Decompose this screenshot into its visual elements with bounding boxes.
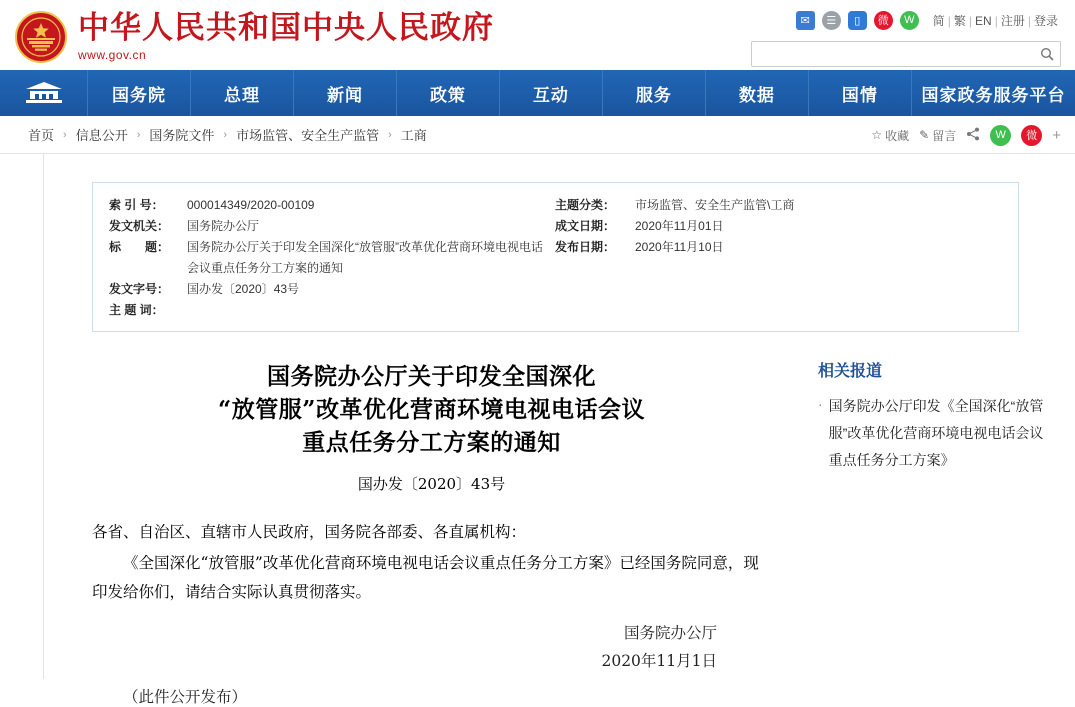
- meta-row-issuing-agency: [109, 216, 549, 237]
- search-icon[interactable]: [1034, 42, 1060, 66]
- search-input[interactable]: [752, 42, 1034, 66]
- doc-body: [92, 518, 771, 607]
- meta-value-index-number: 000014349/2020-00109: [187, 198, 315, 212]
- header-utilities: [751, 8, 1061, 67]
- meta-label-completion-date: 成文日期：: [555, 219, 616, 233]
- lang-traditional-link[interactable]: 繁: [953, 13, 966, 28]
- document-meta-left: [109, 195, 549, 321]
- nav-item-guoqing[interactable]: 国情: [809, 70, 912, 116]
- meta-label-publish-date: 发布日期：: [555, 240, 616, 254]
- meta-value-issuing-agency: 国务院办公厅: [187, 219, 260, 233]
- register-link[interactable]: 注册: [1000, 13, 1025, 28]
- nav-item-shuju[interactable]: 数据: [706, 70, 809, 116]
- breadcrumb-separator-icon: ›: [63, 128, 67, 141]
- page-tools: [871, 116, 1061, 154]
- more-share-icon[interactable]: +: [1052, 126, 1061, 144]
- meta-value-publish-date: 2020年11月10日: [635, 240, 724, 254]
- nav-item-government-service-platform[interactable]: 国家政务服务平台: [921, 85, 1066, 106]
- lang-simplified-link[interactable]: 简: [932, 13, 945, 28]
- breadcrumb-item-market-regulation[interactable]: 市场监管、安全生产监管: [236, 128, 380, 143]
- doc-title-line-2: “放管服”改革优化营商环境电视电话会议: [218, 396, 645, 423]
- meta-label-subject-category: 主题分类：: [555, 198, 616, 212]
- list-item[interactable]: [818, 393, 1057, 474]
- article: [44, 346, 795, 707]
- meta-row-index-number: [109, 195, 549, 216]
- related-reports-panel: [795, 346, 1075, 707]
- document-meta-box: [92, 182, 1019, 332]
- search-box[interactable]: [751, 41, 1061, 67]
- breadcrumb-item-info-disclosure[interactable]: 信息公开: [75, 128, 128, 143]
- wechat-icon[interactable]: W: [900, 11, 919, 30]
- chat-icon[interactable]: ☰: [822, 11, 841, 30]
- meta-label-doc-number: 发文字号：: [109, 282, 170, 296]
- site-title: 中华人民共和国中央人民政府: [78, 10, 494, 46]
- national-emblem-icon: [14, 10, 68, 64]
- site-header: [0, 0, 1075, 70]
- meta-value-completion-date: 2020年11月01日: [635, 219, 724, 233]
- related-reports-title: 相关报道: [818, 361, 883, 380]
- doc-sign-date: 2020年11月1日: [601, 652, 717, 670]
- star-icon: ☆: [871, 128, 883, 142]
- nav-item-hudong[interactable]: 互动: [500, 70, 603, 116]
- page-title: [92, 360, 771, 459]
- share-button[interactable]: [966, 127, 980, 144]
- message-label: 留言: [932, 128, 957, 143]
- breadcrumb-item-state-council-documents[interactable]: 国务院文件: [149, 128, 215, 143]
- left-rail: [0, 154, 44, 679]
- pencil-icon: ✎: [919, 128, 930, 142]
- site-url: www.gov.cn: [78, 48, 147, 62]
- meta-value-doc-number: 国办发〔2020〕43号: [187, 282, 300, 296]
- bullet-icon: ·: [818, 396, 823, 412]
- login-link[interactable]: 登录: [1033, 13, 1058, 28]
- wechat-share-icon[interactable]: W: [990, 125, 1011, 146]
- meta-label-issuing-agency: 发文机关：: [109, 219, 170, 233]
- meta-row-completion-date: [555, 216, 1002, 237]
- breadcrumb: [28, 125, 427, 144]
- header-link-group: 简 | 繁 | EN | 注册 | 登录: [930, 12, 1061, 29]
- nav-item-fuwu[interactable]: 服务: [603, 70, 706, 116]
- weibo-share-icon[interactable]: 微: [1021, 125, 1042, 146]
- breadcrumb-bar: [0, 116, 1075, 154]
- doc-paragraph-1: 《全国深化“放管服”改革优化营商环境电视电话会议重点任务分工方案》已经国务院同意，现印发给你们，请结合实际认真贯彻落实。: [92, 554, 759, 601]
- related-report-link[interactable]: 国务院办公厅印发《全国深化“放管服”改革优化营商环境电视电话会议重点任务分工方案》: [828, 398, 1044, 468]
- breadcrumb-separator-icon: ›: [388, 128, 392, 141]
- message-button[interactable]: [919, 127, 956, 144]
- main-navigation: [0, 70, 1075, 116]
- doc-number: 国办发〔2020〕43号: [357, 475, 506, 493]
- doc-title-line-1: 国务院办公厅关于印发全国深化: [267, 363, 596, 390]
- favorite-button[interactable]: [871, 127, 909, 144]
- nav-item-zongli[interactable]: 总理: [191, 70, 294, 116]
- doc-signature: 国务院办公厅: [623, 624, 717, 642]
- page-body: [0, 154, 1075, 706]
- meta-row-keywords: [109, 300, 549, 321]
- article-wrap: [44, 346, 1075, 707]
- meta-value-subject-category: 市场监管、安全生产监管\工商: [635, 198, 795, 212]
- mail-icon[interactable]: ✉: [796, 11, 815, 30]
- doc-signature-block: [92, 619, 771, 675]
- document-meta-right: [549, 195, 1002, 321]
- doc-title-line-3: 重点任务分工方案的通知: [302, 429, 561, 456]
- meta-value-title: 国务院办公厅关于印发全国深化“放管服”改革优化营商环境电视电话会议重点任务分工方案的通知: [187, 240, 543, 275]
- nav-item-xinwen[interactable]: 新闻: [294, 70, 397, 116]
- meta-row-title: [109, 237, 549, 279]
- weibo-icon[interactable]: 微: [874, 11, 893, 30]
- meta-row-publish-date: [555, 237, 1002, 258]
- meta-row-subject-category: [555, 195, 1002, 216]
- nav-item-guowuyuan[interactable]: 国务院: [88, 70, 191, 116]
- gate-home-icon[interactable]: [0, 70, 88, 116]
- breadcrumb-item-commerce[interactable]: 工商: [400, 128, 427, 143]
- mobile-icon[interactable]: ▯: [848, 11, 867, 30]
- meta-row-doc-number: [109, 279, 549, 300]
- doc-tail-note: （此件公开发布）: [123, 688, 248, 706]
- breadcrumb-item-home[interactable]: 首页: [28, 128, 55, 143]
- breadcrumb-separator-icon: ›: [223, 128, 228, 141]
- favorite-label: 收藏: [885, 128, 910, 143]
- meta-label-title: 标 题：: [109, 240, 170, 254]
- doc-paragraph-salutation: 各省、自治区、直辖市人民政府，国务院各部委、各直属机构：: [92, 523, 527, 541]
- share-icon: [966, 127, 980, 144]
- breadcrumb-separator-icon: ›: [136, 128, 141, 141]
- nav-item-zhengce[interactable]: 政策: [397, 70, 500, 116]
- meta-label-index-number: 索 引 号：: [109, 198, 164, 212]
- lang-english-link[interactable]: EN: [975, 13, 992, 28]
- content-area: [44, 154, 1075, 706]
- meta-label-keywords: 主 题 词：: [109, 303, 164, 317]
